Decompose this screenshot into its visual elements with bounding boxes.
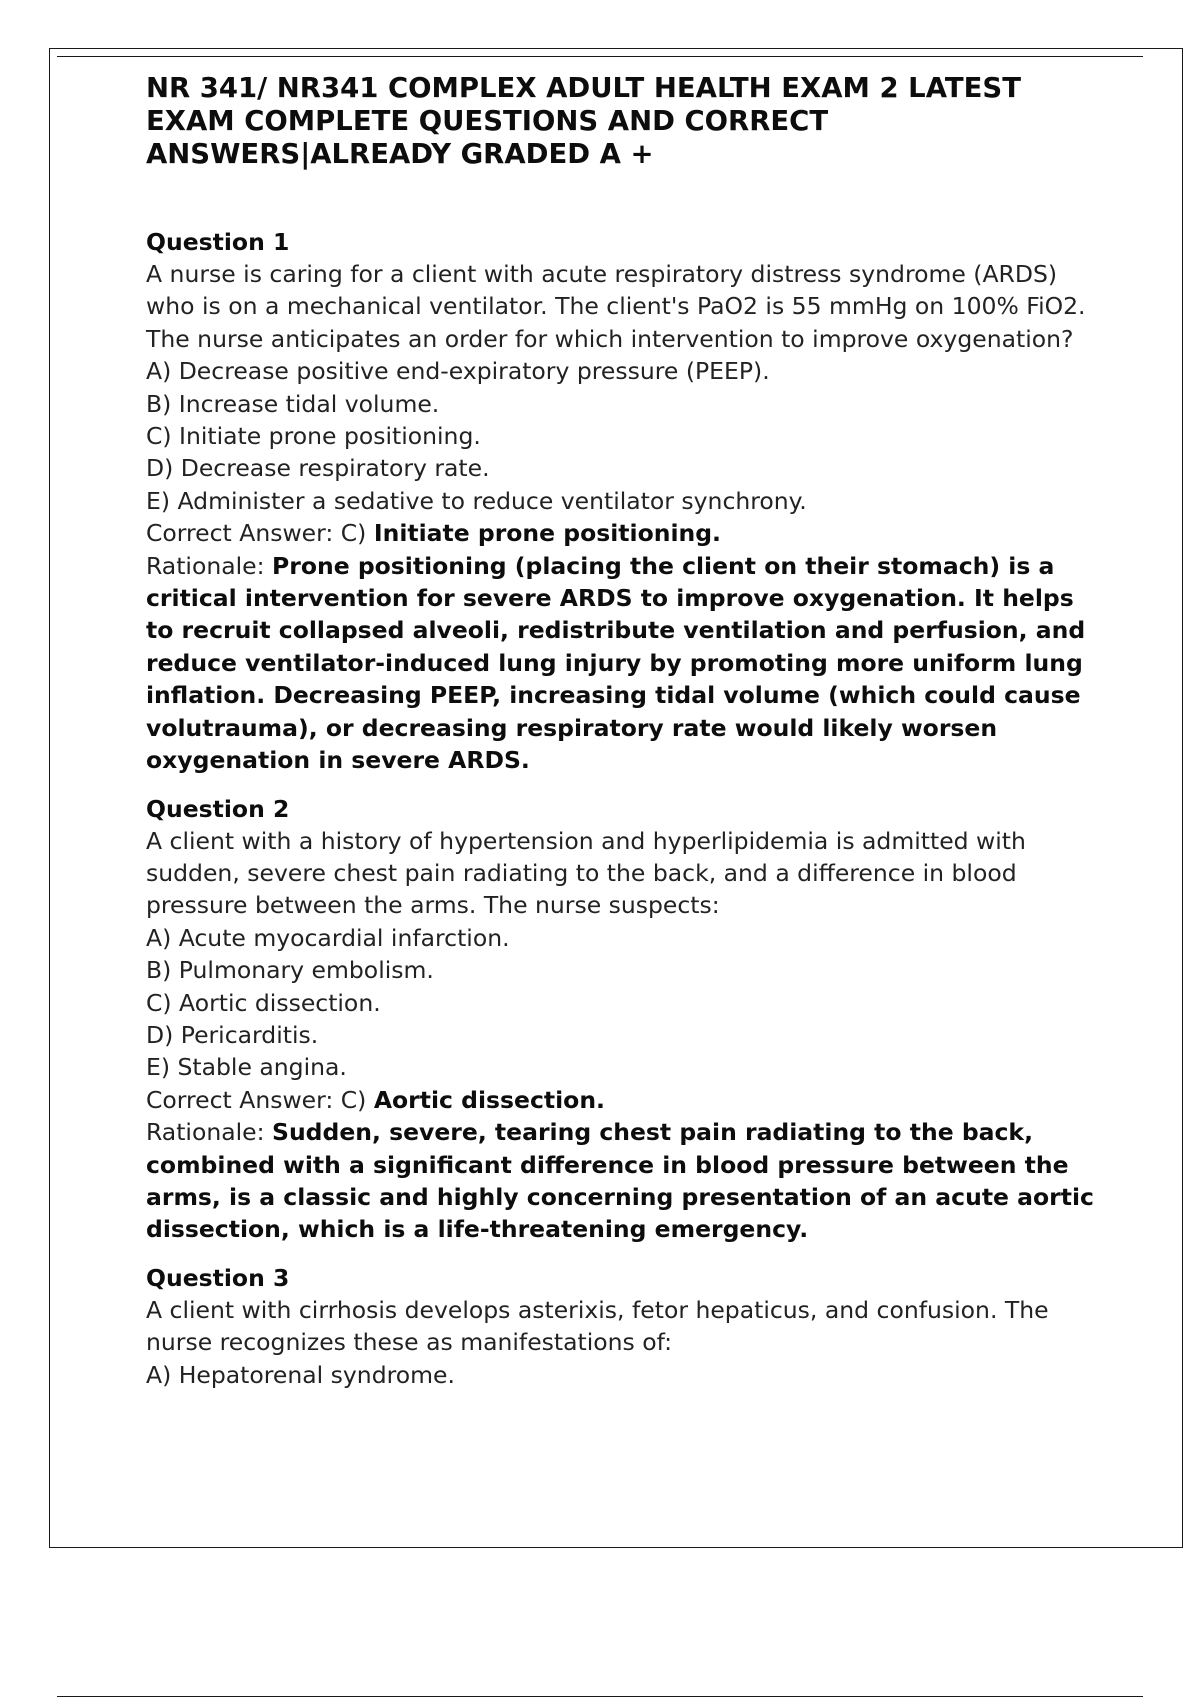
document-title: NR 341/ NR341 COMPLEX ADULT HEALTH EXAM 2 LATEST EXAM COMPLETE QUESTIONS AND CORRECT ANSWERS|ALREADY GRADED A +	[146, 72, 1021, 170]
answer-option: B) Increase tidal volume.	[146, 389, 440, 418]
question-heading: Question 1	[146, 228, 290, 256]
correct-answer-text: Initiate prone positioning.	[373, 519, 721, 548]
correct-answer	[146, 1084, 1106, 1116]
document-body	[146, 72, 1106, 1407]
answer-option: E) Administer a sedative to reduce ventilator synchrony.	[146, 486, 807, 515]
answer-option: C) Initiate prone positioning.	[146, 422, 481, 451]
question-text: A client with cirrhosis develops asterixis, fetor hepaticus, and confusion. The nurse recognizes these as manifestations of:	[146, 1295, 1049, 1357]
answer-option: A) Hepatorenal syndrome.	[146, 1360, 455, 1389]
question-block	[146, 1262, 1106, 1391]
question-text: A client with a history of hypertension and hyperlipidemia is admitted with sudden, severe chest pain radiating to the back, and a difference in blood pressure between the arms. The nurse suspects:	[146, 826, 1026, 920]
rationale-text: Prone positioning (placing the client on their stomach) is a critical intervention for severe ARDS to improve oxygenation. It helps to recruit collapsed alveoli, redistribute ventilation and perfusion, and reduce ventilator-induced lung injury by promoting more uniform lung inflation. Decreasing PEEP, increasing tidal volume (which could cause volutrauma), or decreasing respiratory rate would likely worsen oxygenation in severe ARDS.	[146, 551, 1086, 775]
answer-option: D) Decrease respiratory rate.	[146, 454, 490, 483]
answer-option: C) Aortic dissection.	[146, 988, 381, 1017]
rationale	[146, 1116, 1106, 1246]
correct-answer-text: Aortic dissection.	[373, 1085, 605, 1114]
question-block	[146, 793, 1106, 1246]
top-divider	[57, 56, 1143, 57]
answer-option: E) Stable angina.	[146, 1053, 347, 1082]
correct-answer	[146, 517, 1106, 549]
answer-option: D) Pericarditis.	[146, 1020, 319, 1049]
question-heading: Question 2	[146, 794, 290, 823]
rationale	[146, 550, 1106, 777]
answer-option: B) Pulmonary embolism.	[146, 956, 434, 985]
bottom-divider	[57, 1696, 1143, 1697]
answer-option: A) Acute myocardial infarction.	[146, 923, 510, 952]
rationale-text: Sudden, severe, tearing chest pain radiating to the back, combined with a significant difference in blood pressure between the arms, is a classic and highly concerning presentation of an acute aortic dissection, which is a life-threatening emergency.	[146, 1118, 1094, 1244]
question-block	[146, 226, 1106, 777]
correct-answer-label: Correct Answer: C)	[146, 1085, 367, 1114]
question-text: A nurse is caring for a client with acute respiratory distress syndrome (ARDS) who is on a mechanical ventilator. The client's PaO2 is 55 mmHg on 100% FiO2. The nurse anticipates an order for which intervention to improve oxygenation?	[146, 260, 1086, 353]
rationale-label: Rationale:	[146, 1118, 265, 1147]
correct-answer-label: Correct Answer: C)	[146, 519, 367, 548]
question-heading: Question 3	[146, 1263, 290, 1292]
answer-option: A) Decrease positive end-expiratory pressure (PEEP).	[146, 357, 770, 386]
rationale-label: Rationale:	[146, 551, 265, 580]
